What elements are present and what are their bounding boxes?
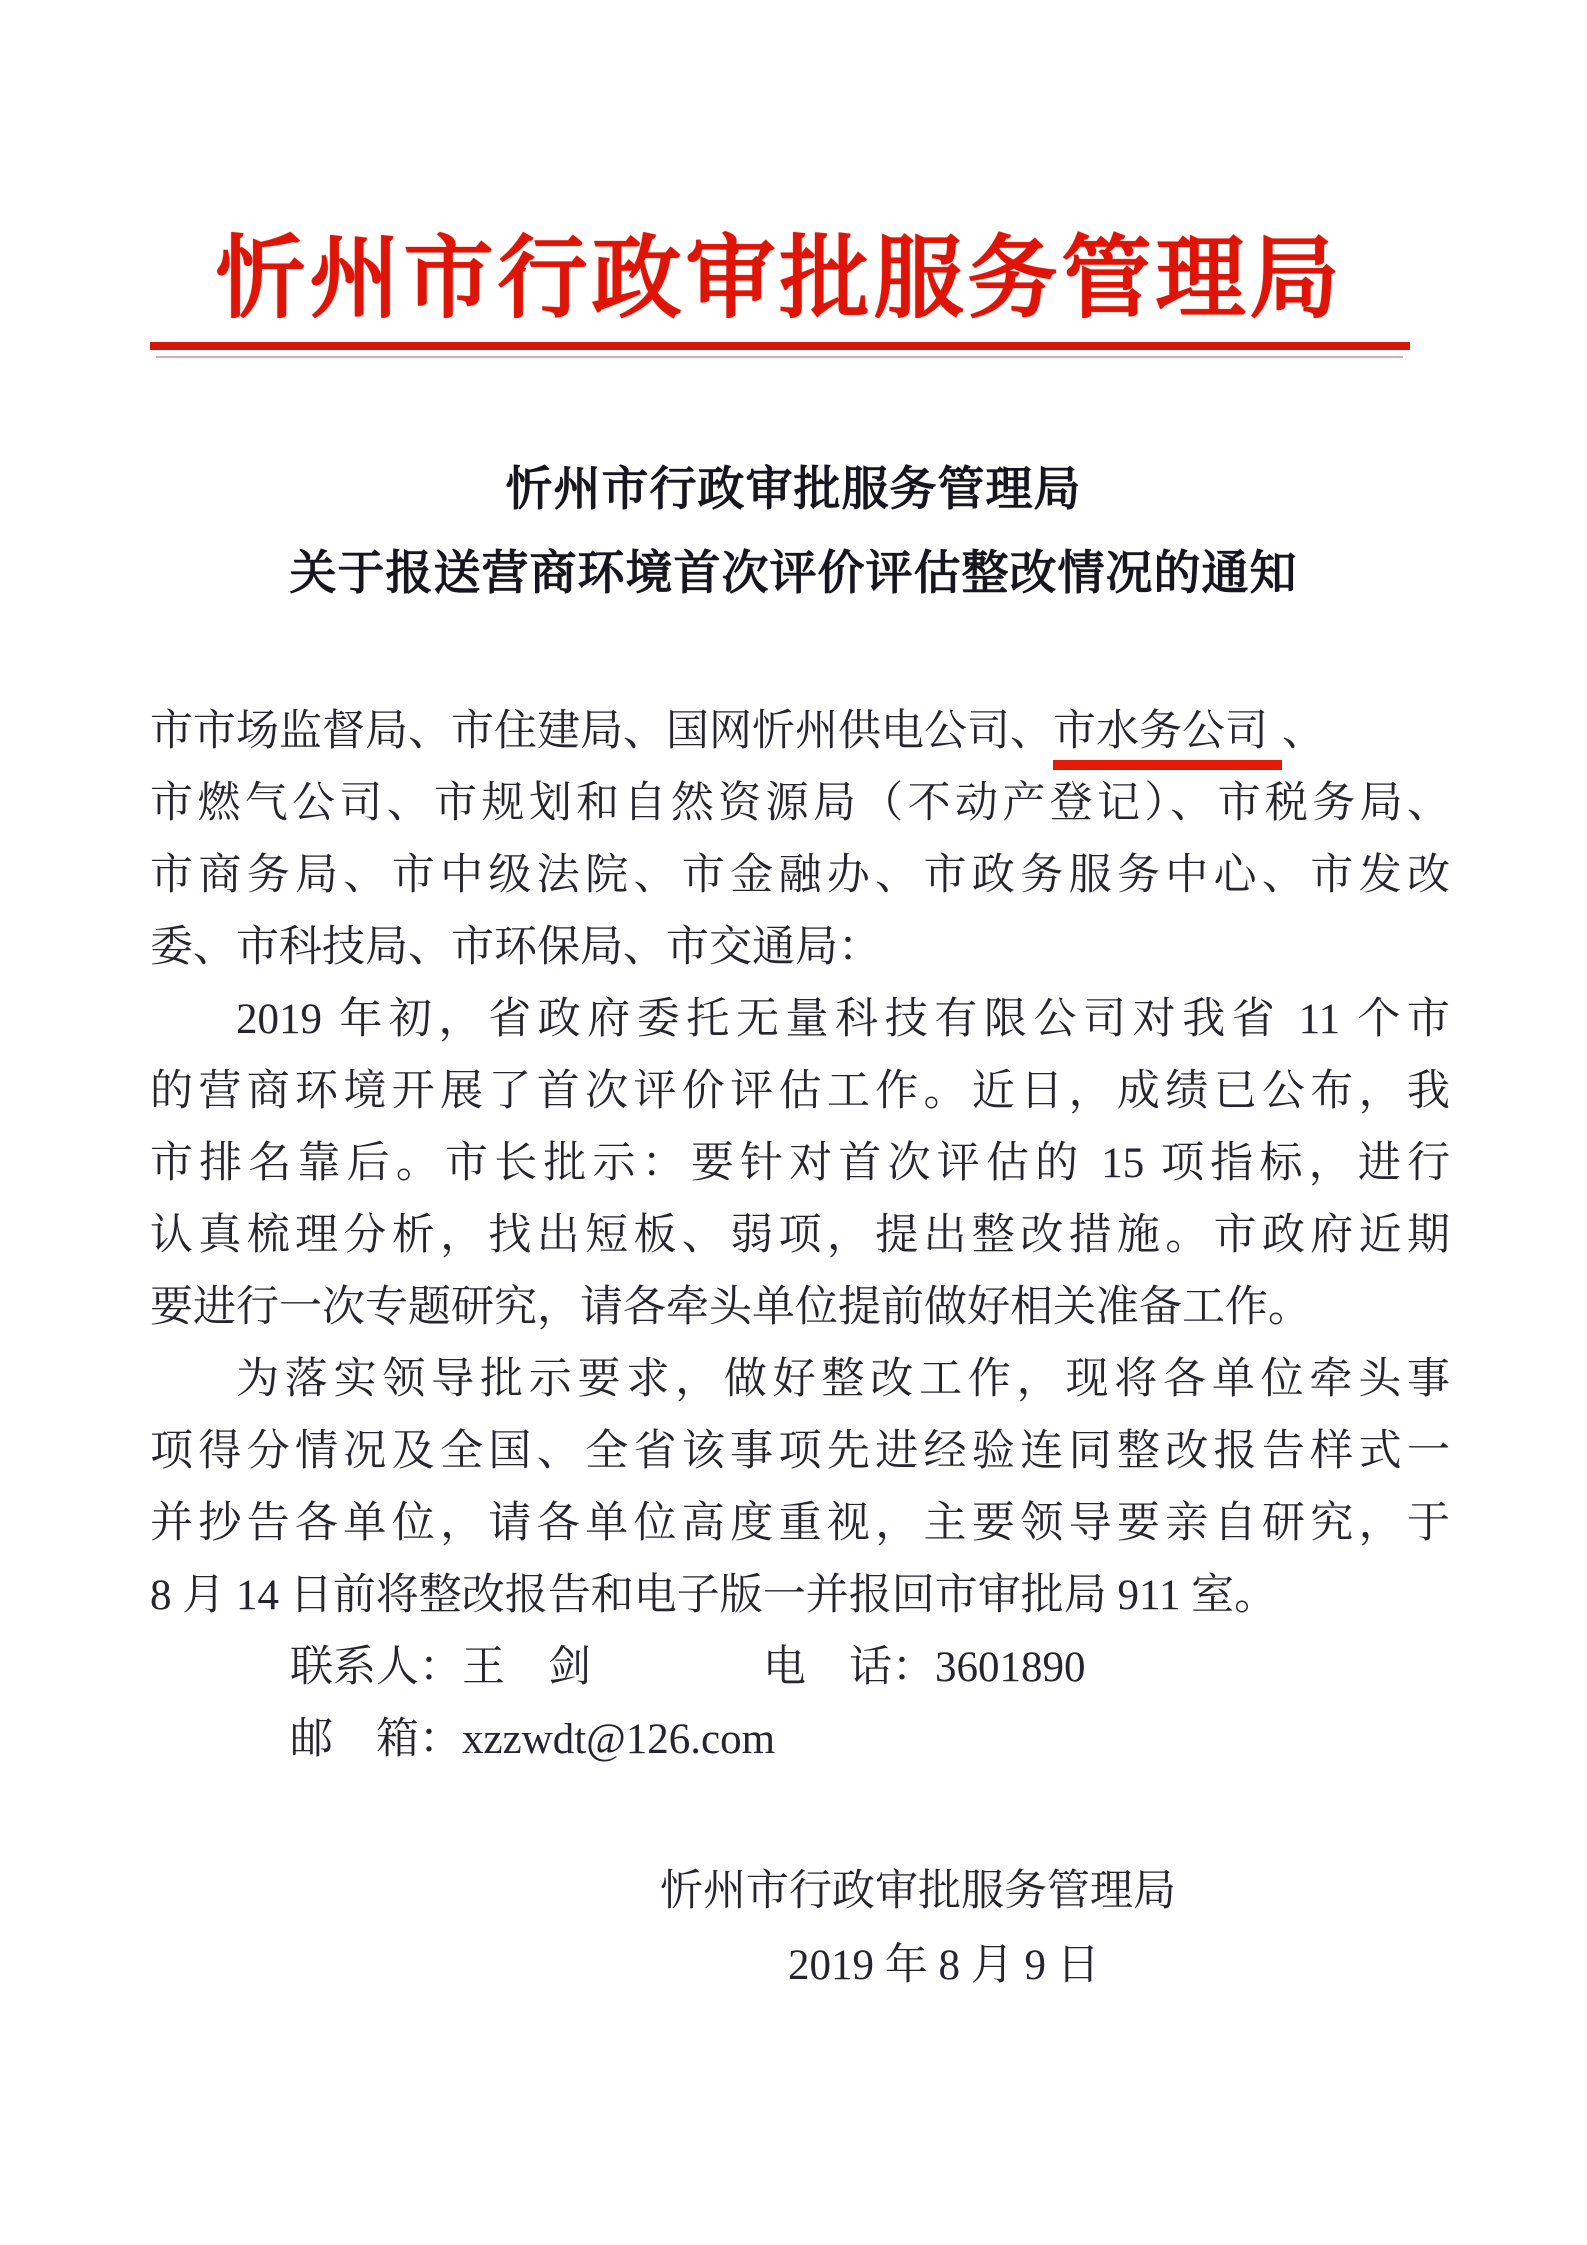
contact-email-label: 邮 箱： xyxy=(290,1716,462,1763)
document-title-line2: 关于报送营商环境首次评价评估整改情况的通知 xyxy=(289,548,1298,600)
document-body xyxy=(150,696,1450,1776)
paragraph-2-line-3: 并抄告各单位，请各单位高度重视，主要领导要亲自研究，于 xyxy=(150,1500,1450,1547)
paragraph-1-line-1: 2019 年初，省政府委托无量科技有限公司对我省 11 个市 xyxy=(236,996,1450,1043)
recipient-line-2: 市燃气公司、市规划和自然资源局（不动产登记）、市税务局、 xyxy=(150,780,1450,827)
signature-org-name: 忻州市行政审批服务管理局 xyxy=(660,1868,1176,1915)
contact-person-name: 王 剑 xyxy=(462,1644,591,1691)
contact-phone-label: 电 话： xyxy=(763,1644,935,1691)
paragraph-2-line-2: 项得分情况及全国、全省该事项先进经验连同整改报告样式一 xyxy=(150,1428,1450,1475)
document-title xyxy=(0,448,1587,616)
contact-email-address: xzzwdt@126.com xyxy=(462,1716,776,1763)
contact-person-label: 联系人： xyxy=(290,1644,462,1691)
contact-phone-number: 3601890 xyxy=(935,1644,1086,1691)
recipient-line-1-tail: 、 xyxy=(1282,708,1325,755)
contact-line-email xyxy=(150,1704,1450,1776)
recipient-underlined-water-company: 市水务公司 xyxy=(1053,708,1282,770)
letterhead-org-name: 忻州市行政审批服务管理局 xyxy=(215,230,1344,329)
recipient-line-3: 市商务局、市中级法院、市金融办、市政务服务中心、市发改 xyxy=(150,852,1450,899)
paragraph-2-line-4: 8 月 14 日前将整改报告和电子版一并报回市审批局 911 室。 xyxy=(150,1572,1278,1619)
paragraph-1-line-3: 市排名靠后。市长批示：要针对首次评估的 15 项指标，进行 xyxy=(150,1140,1450,1187)
signature-date: 2019 年 8 月 9 日 xyxy=(788,1942,1100,1989)
contact-line-person-phone xyxy=(150,1632,1450,1704)
letterhead-divider xyxy=(150,342,1410,350)
paragraph-2-line-1: 为落实领导批示要求，做好整改工作，现将各单位牵头事 xyxy=(236,1356,1450,1403)
paragraph-1-line-4: 认真梳理分析，找出短板、弱项，提出整改措施。市政府近期 xyxy=(150,1212,1450,1259)
recipient-line-1 xyxy=(150,696,1450,768)
document-title-line1: 忻州市行政审批服务管理局 xyxy=(505,464,1082,516)
paragraph-1-line-5: 要进行一次专题研究，请各牵头单位提前做好相关准备工作。 xyxy=(150,1284,1311,1331)
paragraph-1-line-2: 的营商环境开展了首次评价评估工作。近日，成绩已公布，我 xyxy=(150,1068,1450,1115)
contact-spacer xyxy=(591,1644,763,1691)
recipient-line-1-pre: 市市场监督局、市住建局、国网忻州供电公司、 xyxy=(150,708,1053,755)
recipient-line-4: 委、市科技局、市环保局、市交通局： xyxy=(150,924,881,971)
